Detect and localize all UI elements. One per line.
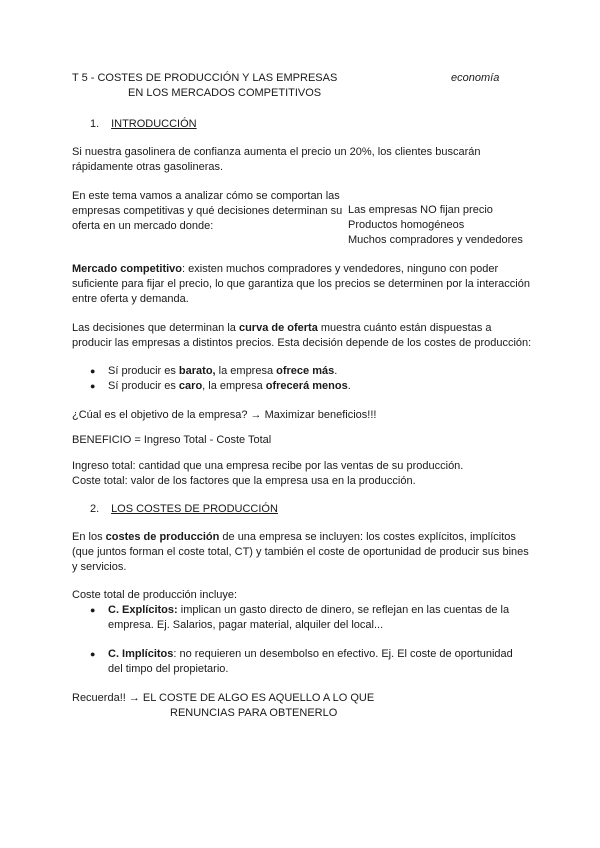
title-line-2: EN LOS MERCADOS COMPETITIVOS: [128, 87, 322, 99]
term-bold: C. Explícitos:: [108, 604, 178, 616]
text-span: : no requieren un desembolso en efectivo. Ej. El coste de oportunidad del timpo del propietario.: [108, 648, 513, 675]
text-span: implican un gasto directo de dinero, se reflejan en las cuentas de la empresa. Ej. Salarios, pagar material, alquiler del local...: [108, 604, 510, 631]
text-span: , la empresa: [202, 380, 266, 392]
term-bold: Mercado competitivo: [72, 263, 183, 275]
text-span: la empresa: [215, 365, 277, 377]
text-span: Las decisiones que determinan la: [72, 322, 239, 334]
text-span: muestra cuánto están dispuestas a producir las empresas a distintos precios. Esta decisión depende de los costes de producción:: [72, 322, 532, 349]
text-span: .: [347, 380, 351, 392]
bold-span: barato,: [178, 365, 216, 377]
term-bold: C. Implícitos: [108, 648, 174, 660]
objective-question: ¿Cúal es el objetivo de la empresa? → Maximizar beneficios!!!: [72, 409, 377, 421]
total-revenue-definition: Ingreso total: cantidad que una empresa recibe por las ventas de su producción.: [72, 460, 464, 472]
list-item: [90, 647, 530, 677]
production-costs-paragraph: [72, 530, 534, 575]
text-span: .: [334, 365, 338, 377]
cost-types-list: [90, 603, 530, 633]
text-span: de una empresa se incluyen: los costes explícitos, implícitos (que juntos forman el coste total, CT) y también el coste de oportunidad de producir sus bines y servicios.: [72, 531, 529, 573]
market-intro-paragraph: En este tema vamos a analizar cómo se comportan las empresas competitivas y qué decisiones determinan su oferta en un mercado donde:: [72, 190, 343, 232]
section-1-heading: [90, 117, 197, 132]
list-item: [90, 364, 530, 379]
profit-formula: BENEFICIO = Ingreso Total - Coste Total: [72, 434, 272, 446]
section-2-heading: [90, 502, 278, 517]
subject-label: economía: [451, 72, 500, 84]
market-condition-item: Productos homogéneos: [348, 219, 465, 231]
bold-span: caro: [178, 380, 203, 392]
bold-span: ofrecerá menos: [265, 380, 348, 392]
bold-span: ofrece más: [276, 365, 335, 377]
text-span: En los: [72, 531, 106, 543]
supply-curve-paragraph: [72, 321, 534, 351]
market-condition-item: Muchos compradores y vendedores: [348, 234, 523, 246]
section-1-title: INTRODUCCIÓN: [111, 118, 197, 130]
text-span: Sí producir es: [108, 380, 179, 392]
remember-line-1: Recuerda!! → EL COSTE DE ALGO ES AQUELLO A LO QUE: [72, 692, 375, 704]
market-condition-item: Las empresas NO fijan precio: [348, 204, 493, 216]
remember-note: [72, 691, 534, 721]
total-cost-includes: Coste total de producción incluye:: [72, 589, 238, 601]
section-2-number: 2.: [90, 503, 100, 515]
list-item: [90, 603, 530, 633]
title-line-1: T 5 - COSTES DE PRODUCCIÓN Y LAS EMPRESAS: [72, 72, 338, 84]
list-item: [90, 379, 530, 394]
text-span: Sí producir es: [108, 365, 179, 377]
term-bold: curva de oferta: [238, 322, 318, 334]
cost-types-list-2: [90, 647, 530, 677]
total-cost-definition: Coste total: valor de los factores que la empresa usa en la producción.: [72, 475, 416, 487]
document-title: [72, 71, 337, 101]
definition-text: : existen muchos compradores y vendedores, ninguno con poder suficiente para fijar el precio, lo que garantiza que los precios se determinen por la interacción entre oferta y demanda.: [72, 263, 530, 305]
section-1-number: 1.: [90, 118, 100, 130]
term-bold: costes de producción: [105, 531, 220, 543]
market-conditions-list: [348, 203, 523, 248]
remember-line-2: RENUNCIAS PARA OBTENERLO: [170, 707, 338, 719]
supply-bullets: [90, 364, 530, 394]
section-2-title: LOS COSTES DE PRODUCCIÓN: [111, 503, 278, 515]
competitive-market-definition: [72, 262, 534, 307]
intro-paragraph: Si nuestra gasolinera de confianza aumenta el precio un 20%, los clientes buscarán rápidamente otras gasolineras.: [72, 146, 481, 173]
